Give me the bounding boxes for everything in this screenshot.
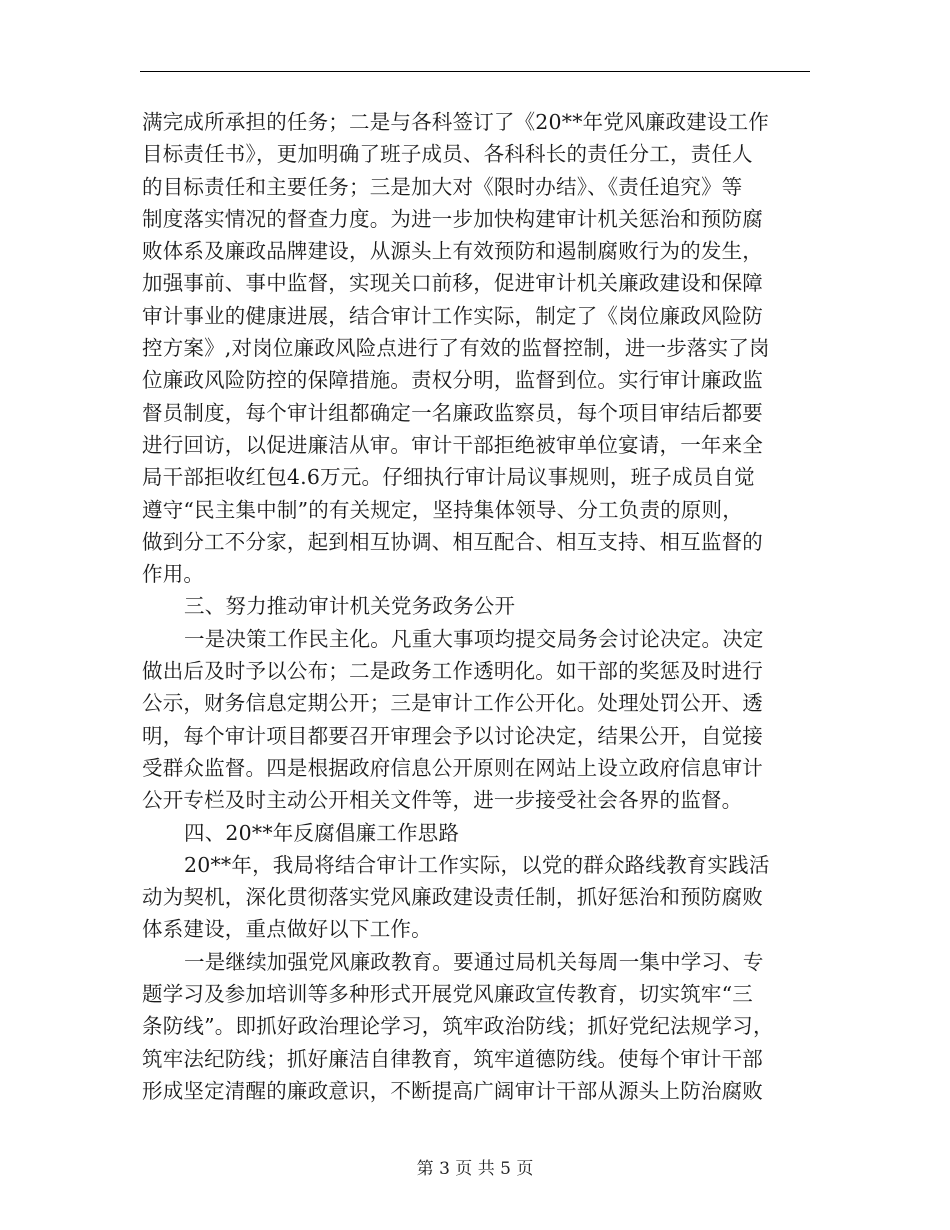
text-line: 进行回访，以促进廉洁从审。审计干部拒绝被审单位宴请，一年来全	[142, 432, 763, 457]
text-line: 20**年，我局将结合审计工作实际，以党的群众路线教育实践活	[184, 852, 770, 877]
text-line: 作用。	[142, 562, 205, 587]
text-line: 加强事前、事中监督，实现关口前移，促进审计机关廉政建设和保障	[142, 271, 763, 296]
text-line: 制度落实情况的督查力度。为进一步加快构建审计机关惩治和预防腐	[142, 206, 763, 231]
text-line: 条防线”。即抓好政治理论学习，筑牢政治防线；抓好党纪法规学习，	[142, 1014, 774, 1039]
text-line: 公开专栏及时主动公开相关文件等，进一步接受社会各界的监督。	[142, 788, 743, 813]
text-line: 体系建设，重点做好以下工作。	[142, 917, 432, 942]
text-line: 公示，财务信息定期公开；三是审计工作公开化。处理处罚公开、透	[142, 691, 763, 716]
text-line: 一是决策工作民主化。凡重大事项均提交局务会讨论决定。决定	[184, 626, 764, 651]
section-heading: 三、努力推动审计机关党务政务公开	[184, 594, 516, 619]
text-line: 遵守“民主集中制”的有关规定，坚持集体领导、分工负责的原则，	[142, 497, 743, 522]
text-line: 满完成所承担的任务；二是与各科签订了《20**年党风廉政建设工作	[142, 110, 769, 134]
text-line: 位廉政风险防控的保障措施。责权分明，监督到位。实行审计廉政监	[142, 368, 763, 393]
text-line: 明，每个审计项目都要召开审理会予以讨论决定，结果公开，自觉接	[142, 723, 763, 748]
text-line: 败体系及廉政品牌建设，从源头上有效预防和遏制腐败行为的发生，	[142, 239, 763, 264]
text-line: 形成坚定清醒的廉政意识，不断提高广阔审计干部从源头上防治腐败	[142, 1078, 763, 1103]
text-line: 做到分工不分家，起到相互协调、相互配合、相互支持、相互监督的	[142, 529, 763, 554]
text-line: 局干部拒收红包4.6万元。仔细执行审计局议事规则，班子成员自觉	[142, 465, 755, 490]
text-line: 做出后及时予以公布；二是政务工作透明化。如干部的奖惩及时进行	[142, 659, 763, 684]
page-footer: 第 3 页 共 5 页	[416, 1159, 534, 1179]
section-heading: 四、20**年反腐倡廉工作思路	[184, 820, 460, 845]
text-line: 审计事业的健康进展，结合审计工作实际，制定了《岗位廉政风险防	[142, 303, 763, 328]
text-line: 受群众监督。四是根据政府信息公开原则在网站上设立政府信息审计	[142, 755, 763, 780]
text-line: 控方案》,对岗位廉政风险点进行了有效的监督控制，进一步落实了岗	[142, 336, 770, 361]
text-line: 动为契机，深化贯彻落实党风廉政建设责任制，抓好惩治和预防腐败	[142, 885, 763, 910]
text-line: 目标责任书》，更加明确了班子成员、各科科长的责任分工，责任人	[142, 142, 753, 167]
text-line: 筑牢法纪防线；抓好廉洁自律教育，筑牢道德防线。使每个审计干部	[142, 1046, 763, 1071]
text-line: 一是继续加强党风廉政教育。要通过局机关每周一集中学习、专	[184, 949, 764, 974]
text-line: 的目标责任和主要任务；三是加大对《限时办结》、《责任追究》等	[142, 174, 743, 199]
document-body	[142, 106, 810, 1107]
header-rule	[140, 71, 810, 72]
text-line: 题学习及参加培训等多种形式开展党风廉政宣传教育，切实筑牢“三	[142, 982, 753, 1007]
text-line: 督员制度，每个审计组都确定一名廉政监察员，每个项目审结后都要	[142, 400, 763, 425]
